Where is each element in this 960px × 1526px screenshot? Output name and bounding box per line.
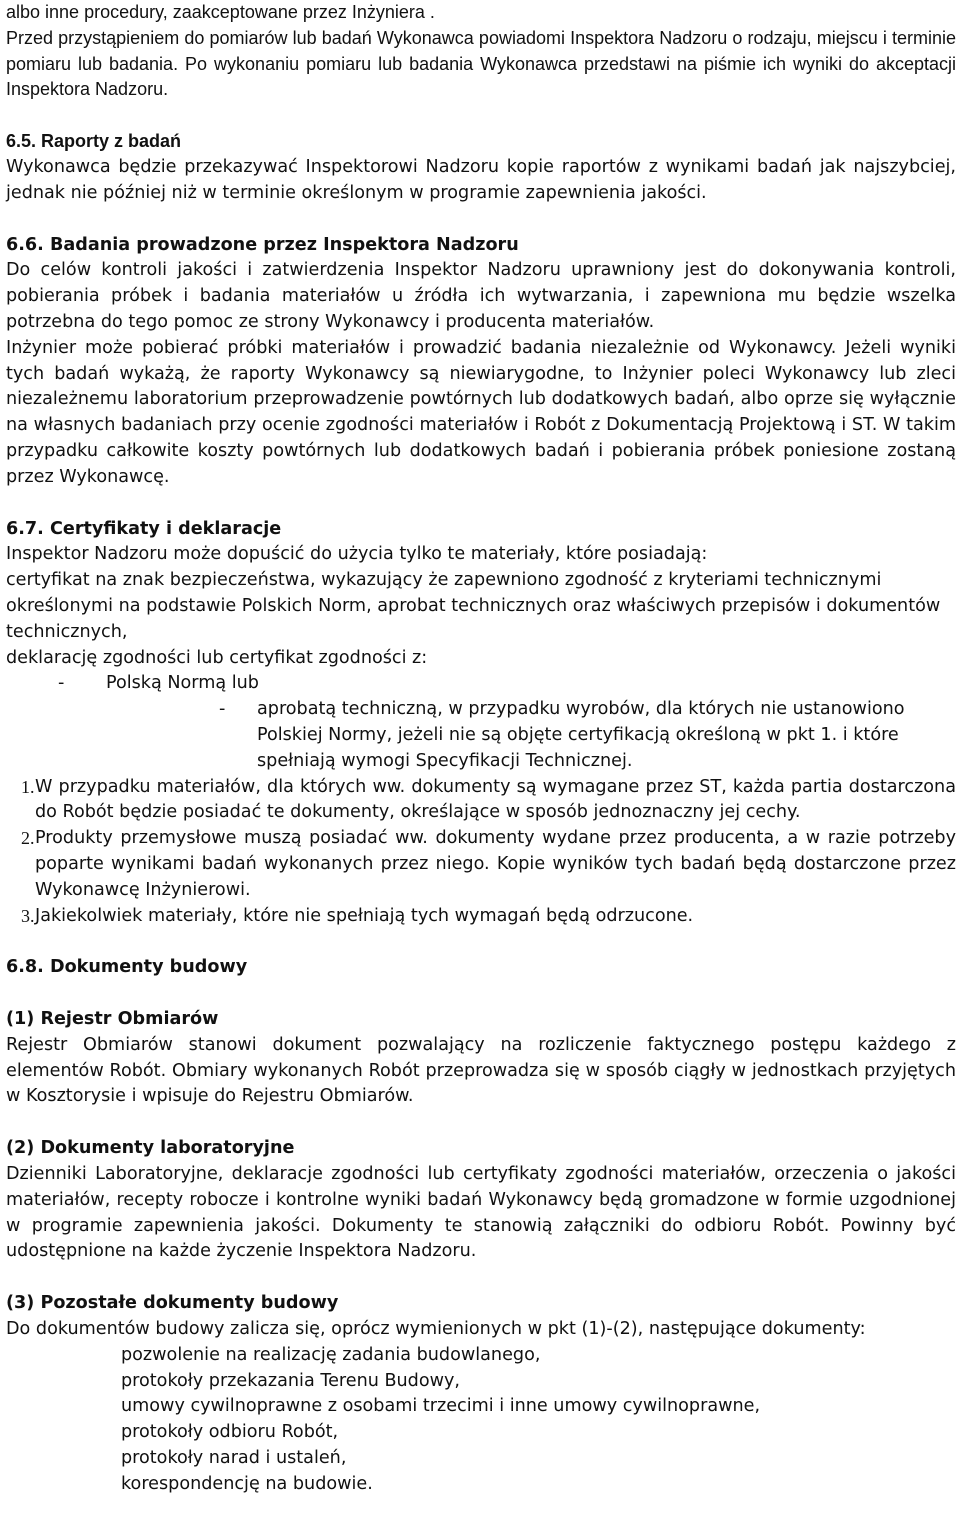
dash-marker: - xyxy=(219,699,226,720)
intro-line: albo inne procedury, zaakceptowane przez Inżyniera . xyxy=(6,2,435,22)
numbered-item xyxy=(21,904,956,930)
dash-item-text: Polską Normą lub xyxy=(106,673,259,694)
intro-paragraph: Przed przystąpieniem do pomiarów lub badań Wykonawca powiadomi Inspektora Nadzoru o rodzaju, miejscu i terminie pomiaru lub badania. Po wykonaniu pomiaru lub badania Wykonawca przedstawi na piśmie ich wyniki do akceptacji Inspektora Nadzoru. xyxy=(6,27,956,100)
section-6-5-body: Wykonawca będzie przekazywać Inspektorowi Nadzoru kopie raportów z wynikami badań jak najszybciej, jednak nie później niż w terminie określonym w programie zapewnienia jakości. xyxy=(6,156,956,203)
section-6-7-declaration: deklarację zgodności lub certyfikat zgodności z: xyxy=(6,647,428,668)
document-list-item: korespondencję na budowie. xyxy=(121,1473,373,1494)
document-list-item: umowy cywilnoprawne z osobami trzecimi i inne umowy cywilnoprawne, xyxy=(121,1396,761,1417)
subsection-3-heading: (3) Pozostałe dokumenty budowy xyxy=(6,1293,339,1314)
dash-marker: - xyxy=(58,673,65,694)
item-text: Produkty przemysłowe muszą posiadać ww. dokumenty wydane przez producenta, a w razie potrzeby poparte wynikami badań wykonanych przez niego. Kopie wyników tych badań będą dostarczone przez Wykonawcę Inżynierowi. xyxy=(35,828,956,900)
subsection-2-heading: (2) Dokumenty laboratoryjne xyxy=(6,1138,295,1159)
dash-item-text: aprobatą techniczną, w przypadku wyrobów, dla których nie ustanowiono Polskiej Normy, jeżeli nie są objęte certyfikacją określoną w pkt 1. i które spełniają wymogi Specyfikacji Technicznej. xyxy=(257,699,905,771)
section-6-6-body-2: Inżynier może pobierać próbki materiałów i prowadzić badania niezależnie od Wykonawcy. Jeżeli wyniki tych badań wykażą, że raporty Wykonawcy są niewiarygodne, to Inżynier poleci Wykonawcy lub zleci niezależnemu laboratorium przeprowadzenie powtórnych lub dodatkowych badań, albo oprze się wyłącznie na własnych badaniach przy ocenie zgodności materiałów i Robót z Dokumentacją Projektową i ST. W takim przypadku całkowite koszty powtórnych lub dodatkowych badań i pobierania próbek poniesione zostaną przez Wykonawcę. xyxy=(6,337,956,487)
section-6-6-body-1: Do celów kontroli jakości i zatwierdzenia Inspektor Nadzoru uprawniony jest do dokonywania kontroli, pobierania próbek i badania materiałów u źródła ich wytwarzania, i zapewniona mu będzie wszelka potrzebna do tego pomoc ze strony Wykonawcy i producenta materiałów. xyxy=(6,260,956,332)
item-text: W przypadku materiałów, dla których ww. dokumenty są wymagane przez ST, każda partia dostarczona do Robót będzie posiadać te dokumenty, określające w sposób jednoznaczny jej cechy. xyxy=(35,776,956,823)
numbered-item xyxy=(21,826,956,903)
section-6-7-heading: 6.7. Certyfikaty i deklaracje xyxy=(6,518,282,539)
item-number: 3. xyxy=(21,905,35,926)
document-list-item: protokoły przekazania Terenu Budowy, xyxy=(121,1370,461,1391)
dash-item xyxy=(219,697,956,774)
item-number: 1. xyxy=(21,776,35,797)
document-list-item: protokoły odbioru Robót, xyxy=(121,1422,339,1443)
subsection-3-intro: Do dokumentów budowy zalicza się, oprócz wymienionych w pkt (1)-(2), następujące dokumenty: xyxy=(6,1319,866,1340)
document-list-item: protokoły narad i ustaleń, xyxy=(121,1448,347,1469)
document-page xyxy=(6,0,956,1498)
subsection-1-body: Rejestr Obmiarów stanowi dokument pozwalający na rozliczenie faktycznego postępu każdego z elementów Robót. Obmiary wykonanych Robót przeprowadza się w sposób ciągły w jednostkach przyjętych w Kosztorysie i wpisuje do Rejestru Obmiarów. xyxy=(6,1034,956,1107)
document-list-item: pozwolenie na realizację zadania budowlanego, xyxy=(121,1344,541,1365)
section-6-5-heading: 6.5. Raporty z badań xyxy=(6,131,182,152)
numbered-item xyxy=(21,775,956,827)
section-6-6-heading: 6.6. Badania prowadzone przez Inspektora Nadzoru xyxy=(6,234,519,255)
section-6-7-intro: Inspektor Nadzoru może dopuścić do użycia tylko te materiały, które posiadają: xyxy=(6,544,708,565)
subsection-2-body: Dzienniki Laboratoryjne, deklaracje zgodności lub certyfikaty zgodności materiałów, orzeczenia o jakości materiałów, recepty robocze i kontrolne wyniki badań Wykonawcy będą gromadzone w formie uzgodnionej w programie zapewnienia jakości. Dokumenty te stanowią załączniki do odbioru Robót. Powinny być udostępnione na każde życzenie Inspektora Nadzoru. xyxy=(6,1164,956,1262)
section-6-8-heading: 6.8. Dokumenty budowy xyxy=(6,957,248,978)
section-6-7-certificate: certyfikat na znak bezpieczeństwa, wykazujący że zapewniono zgodność z kryteriami technicznymi określonymi na podstawie Polskich Norm, aprobat technicznych oraz właściwych przepisów i dokumentów technicznych, xyxy=(6,570,941,642)
dash-item xyxy=(58,671,956,697)
subsection-1-heading: (1) Rejestr Obmiarów xyxy=(6,1009,219,1030)
item-text: Jakiekolwiek materiały, które nie spełniają tych wymagań będą odrzucone. xyxy=(35,905,694,926)
item-number: 2. xyxy=(21,828,35,849)
